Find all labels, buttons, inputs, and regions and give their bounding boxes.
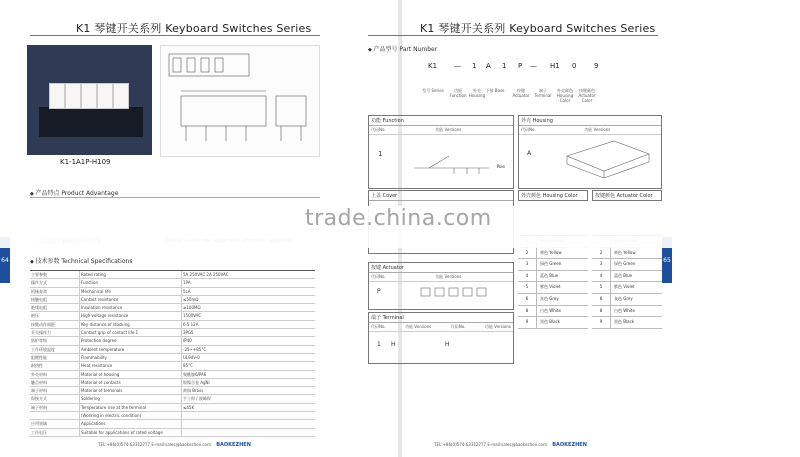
color-name: 黑色 Black bbox=[540, 319, 561, 325]
part-number-segment: — bbox=[530, 62, 537, 70]
color-name: 紫色 Violet bbox=[614, 284, 635, 290]
part-number-segment: 9 bbox=[594, 62, 599, 70]
terminal-col-versions-2: 功能 Versions bbox=[484, 324, 511, 329]
spec-row bbox=[30, 395, 315, 403]
actuator-col-code: 代码No. bbox=[371, 274, 386, 279]
spec-cell: Material of terminals bbox=[80, 387, 182, 394]
color-code: 4 bbox=[592, 271, 611, 282]
spec-cell: 6.5 12A bbox=[183, 321, 199, 327]
spec-row bbox=[30, 429, 315, 437]
spec-cell: Material of contacts bbox=[80, 379, 182, 386]
color-row bbox=[592, 248, 662, 260]
part-number-label: 按键颜色 Actuator Color bbox=[578, 88, 596, 103]
function-schematic bbox=[409, 138, 504, 183]
spec-cell: UL94V-0 bbox=[183, 354, 200, 360]
part-number-segment: A bbox=[486, 62, 491, 70]
part-number-label: 端子 Terminal bbox=[534, 88, 552, 98]
spec-cell: 按键动作间距 bbox=[30, 321, 80, 328]
spec-cell: Temperature rise at the terminal bbox=[80, 404, 182, 411]
spec-row bbox=[30, 404, 315, 412]
spec-cell: Contact grip of contact life 1 bbox=[80, 329, 182, 336]
product-photo bbox=[27, 45, 152, 155]
spec-cell: 1500VAC bbox=[183, 313, 202, 319]
left-footer bbox=[98, 442, 251, 448]
color-row bbox=[518, 271, 588, 283]
footer-tel: TEL:+86(0)574-63312777 E-mail:sales@baokezhen.com bbox=[434, 442, 547, 447]
color-name: 蓝色 Blue bbox=[540, 272, 559, 278]
housing-col-versions: 功能 Versions bbox=[584, 127, 611, 132]
spec-cell: -25~+85°C bbox=[183, 346, 207, 352]
terminal-code-2: H bbox=[391, 341, 396, 348]
spec-cell bbox=[30, 412, 80, 419]
spec-cell: Suitable for applications of rated voltage bbox=[80, 429, 182, 436]
title-rule bbox=[30, 35, 320, 36]
spec-row bbox=[30, 379, 315, 387]
color-code: 9 bbox=[518, 317, 537, 328]
spec-cell: 5LA bbox=[183, 288, 191, 294]
color-code: 3 bbox=[518, 259, 537, 270]
actuator-code: P bbox=[377, 288, 381, 295]
terminal-box bbox=[368, 312, 514, 364]
spec-cell: High-voltage resistance bbox=[80, 312, 182, 319]
color-row bbox=[518, 306, 588, 318]
spec-heading: ◆ 技术参数 Technical Specifications bbox=[30, 256, 132, 265]
spec-cell: 机械寿命 bbox=[30, 288, 80, 295]
footer-tel: TEL:+86(0)574-63312777 E-mail:sales@baokezhen.com bbox=[98, 442, 211, 447]
spec-cell: Soldering bbox=[80, 395, 182, 402]
spec-cell: Flammability bbox=[80, 354, 182, 361]
spec-cell: ≤50mΩ bbox=[183, 296, 199, 302]
spec-cell: (Working in electric condition) bbox=[80, 412, 182, 419]
spec-cell: 聚酰胺6/PA6 bbox=[183, 371, 207, 377]
spec-table bbox=[30, 270, 315, 437]
part-number-heading: ◆ 产品型号 Part Number bbox=[368, 44, 437, 53]
spec-cell: Heat resistance bbox=[80, 362, 182, 369]
function-pole-label: Pole bbox=[496, 164, 505, 169]
housing-col-code: 代码No. bbox=[521, 127, 536, 132]
cover-heading: 上盖 Cover bbox=[369, 191, 513, 201]
right-footer bbox=[434, 442, 587, 448]
color-row bbox=[592, 259, 662, 271]
housing-code: A bbox=[527, 150, 532, 157]
color-row bbox=[518, 248, 588, 260]
spec-cell bbox=[182, 412, 315, 419]
part-number-label: 下接 Base bbox=[485, 88, 505, 93]
spec-row bbox=[30, 288, 315, 296]
color-name: 黑色 Black bbox=[614, 319, 635, 325]
color-row bbox=[592, 294, 662, 306]
spec-row bbox=[30, 354, 315, 362]
spec-row bbox=[30, 387, 315, 395]
spec-cell: Ambient temperature bbox=[80, 346, 182, 353]
actuator-col-versions: 功能 Versions bbox=[435, 274, 462, 279]
spec-cell: 防护等级 bbox=[30, 337, 80, 344]
footer-brand: BAOKEZHEN bbox=[216, 442, 251, 448]
function-code: 1 bbox=[378, 150, 383, 158]
page-number-tab: 64 bbox=[0, 237, 10, 283]
spec-cell: 1PA bbox=[183, 280, 191, 286]
spec-cell: Insulation resistance bbox=[80, 304, 182, 311]
color-name: 蓝色 Blue bbox=[614, 272, 633, 278]
spec-cell: 焊接方式 bbox=[30, 395, 80, 402]
color-code: 2 bbox=[518, 248, 537, 259]
terminal-code-1: 1 bbox=[377, 341, 381, 348]
color-code: 3 bbox=[592, 259, 611, 270]
part-number-segment: P bbox=[518, 62, 523, 70]
spec-cell: IP40 bbox=[183, 338, 192, 344]
technical-drawing bbox=[160, 45, 320, 157]
photo-caption: K1-1A1P-H109 bbox=[60, 158, 111, 166]
color-row bbox=[592, 282, 662, 294]
part-number-segment: 0 bbox=[572, 62, 577, 70]
color-row bbox=[518, 317, 588, 329]
part-number-label: 功能 Function bbox=[449, 88, 467, 98]
spec-cell: 阻燃性能 bbox=[30, 354, 80, 361]
spec-row bbox=[30, 271, 315, 279]
spec-row bbox=[30, 420, 315, 428]
color-code: 8 bbox=[518, 306, 537, 317]
advantage-rule bbox=[30, 197, 320, 198]
spec-cell: 5A 250VAC 2A 250VAC bbox=[183, 272, 229, 277]
spec-row bbox=[30, 362, 315, 370]
footer-brand: BAOKEZHEN bbox=[552, 442, 587, 448]
terminal-col-code-1: 代码No. bbox=[371, 324, 386, 329]
part-number-label: 型号 Series bbox=[422, 88, 444, 93]
color-name: 灰色 Grey bbox=[614, 295, 633, 301]
color-code: 5 bbox=[518, 282, 537, 293]
color-code: 6 bbox=[592, 294, 611, 305]
spec-cell: Key distance of stocking bbox=[80, 321, 182, 328]
spec-cell: 耐热性 bbox=[30, 362, 80, 369]
spec-row bbox=[30, 329, 315, 337]
title-rule bbox=[368, 35, 658, 36]
spec-cell: 绝缘电阻 bbox=[30, 304, 80, 311]
color-row bbox=[518, 259, 588, 271]
part-number-label: 外壳颜色 Housing Color bbox=[556, 88, 574, 103]
spec-row bbox=[30, 321, 315, 329]
color-name: 绿色 Green bbox=[540, 261, 562, 267]
color-name: 绿色 Green bbox=[614, 261, 636, 267]
spec-cell: 外壳材料 bbox=[30, 371, 80, 378]
spec-cell: ≤45K bbox=[183, 404, 195, 410]
spec-cell: Contact resistance bbox=[80, 296, 182, 303]
spec-cell: 接触电阻 bbox=[30, 296, 80, 303]
color-row bbox=[592, 306, 662, 318]
spec-row bbox=[30, 346, 315, 354]
spec-cell: 开关操作力 bbox=[30, 329, 80, 336]
color-code: 2 bbox=[592, 248, 611, 259]
spec-cell: Function bbox=[80, 279, 182, 286]
spec-cell: 银镍合金 AgNi bbox=[183, 379, 210, 385]
actuator-heading: 按键 Actuator bbox=[369, 263, 513, 273]
spec-cell: 耐压 bbox=[30, 312, 80, 319]
spec-cell: 端子材料 bbox=[30, 387, 80, 394]
spec-cell: 手工焊 / 波峰焊 bbox=[183, 396, 211, 402]
color-code: 8 bbox=[592, 306, 611, 317]
spec-cell: 触点材料 bbox=[30, 379, 80, 386]
terminal-code-3: H bbox=[445, 341, 450, 348]
right-page-title: K1 琴键开关系列 Keyboard Switches Series bbox=[420, 22, 656, 35]
spec-cell: Applications bbox=[80, 420, 182, 427]
actuator-color-heading: 按键颜色 Actuator Color bbox=[592, 190, 662, 201]
advantage-heading: ◆ 产品特点 Product Advantage bbox=[30, 188, 118, 197]
left-page-title: K1 琴键开关系列 Keyboard Switches Series bbox=[76, 22, 312, 35]
part-number-segment: H1 bbox=[550, 62, 560, 70]
spec-row bbox=[30, 279, 315, 287]
terminal-col-code-2: 代码No. bbox=[450, 324, 466, 329]
color-code: 5 bbox=[592, 282, 611, 293]
part-number-label: 按键 Actuator bbox=[512, 88, 530, 98]
actuator-drawing bbox=[419, 285, 499, 299]
color-row bbox=[592, 271, 662, 283]
spec-cell: Mechanical life bbox=[80, 288, 182, 295]
color-name: 紫色 Violet bbox=[540, 284, 561, 290]
spec-row bbox=[30, 412, 315, 420]
spec-row bbox=[30, 296, 315, 304]
spec-cell: 3PG5 bbox=[183, 330, 194, 336]
housing-heading: 外壳 Housing bbox=[519, 116, 661, 126]
spec-row bbox=[30, 371, 315, 379]
spec-cell: ≥100MΩ bbox=[183, 305, 201, 311]
function-col-code: 代码No. bbox=[371, 127, 386, 132]
spec-cell: Material of housing bbox=[80, 371, 182, 378]
spec-row bbox=[30, 312, 315, 320]
page-number-tab: 65 bbox=[662, 237, 672, 283]
spec-cell: 应用领域 bbox=[30, 420, 80, 427]
color-row bbox=[518, 282, 588, 294]
actuator-box bbox=[368, 262, 514, 310]
terminal-col-versions-1: 功能 Versions bbox=[405, 324, 432, 329]
part-number-segment: — bbox=[454, 62, 461, 70]
part-number-segment: 1 bbox=[472, 62, 477, 70]
function-heading: 功能 Function bbox=[369, 116, 513, 126]
spec-cell: 操作方式 bbox=[30, 279, 80, 286]
terminal-heading: 端子 Terminal bbox=[369, 313, 513, 323]
watermark-text: trade.china.com bbox=[305, 206, 492, 231]
housing-color-heading: 外壳颜色 Housing Color bbox=[518, 190, 588, 201]
spec-cell: 端子材料 bbox=[30, 404, 80, 411]
color-name: 白色 White bbox=[540, 307, 561, 313]
part-number-segment: 1 bbox=[502, 62, 507, 70]
function-col-versions: 功能 Versions bbox=[435, 127, 462, 132]
spec-cell: Protection degree bbox=[80, 337, 182, 344]
spec-cell: Rated rating bbox=[80, 271, 182, 278]
function-box bbox=[368, 115, 514, 189]
spec-row bbox=[30, 337, 315, 345]
color-row bbox=[518, 294, 588, 306]
spec-cell: 黄铜 Brass bbox=[183, 388, 204, 394]
spec-cell bbox=[182, 429, 315, 436]
color-code: 4 bbox=[518, 271, 537, 282]
spec-cell: 主要参数 bbox=[30, 271, 80, 278]
color-name: 黄色 Yellow bbox=[540, 249, 562, 255]
color-name: 白色 White bbox=[614, 307, 635, 313]
color-name: 黄色 Yellow bbox=[614, 249, 636, 255]
color-name: 灰色 Grey bbox=[540, 295, 559, 301]
color-code: 9 bbox=[592, 317, 611, 328]
spec-row bbox=[30, 304, 315, 312]
part-number-label: 外壳 Housing bbox=[468, 88, 486, 98]
spec-cell: 工作电压 bbox=[30, 429, 80, 436]
spec-cell bbox=[182, 420, 315, 427]
spec-cell: 85°C bbox=[183, 363, 193, 369]
color-row bbox=[592, 317, 662, 329]
housing-drawing bbox=[559, 136, 654, 181]
color-code: 6 bbox=[518, 294, 537, 305]
spec-cell: 工作环境温度 bbox=[30, 346, 80, 353]
housing-box bbox=[518, 115, 662, 189]
part-number-segment: K1 bbox=[428, 62, 438, 70]
